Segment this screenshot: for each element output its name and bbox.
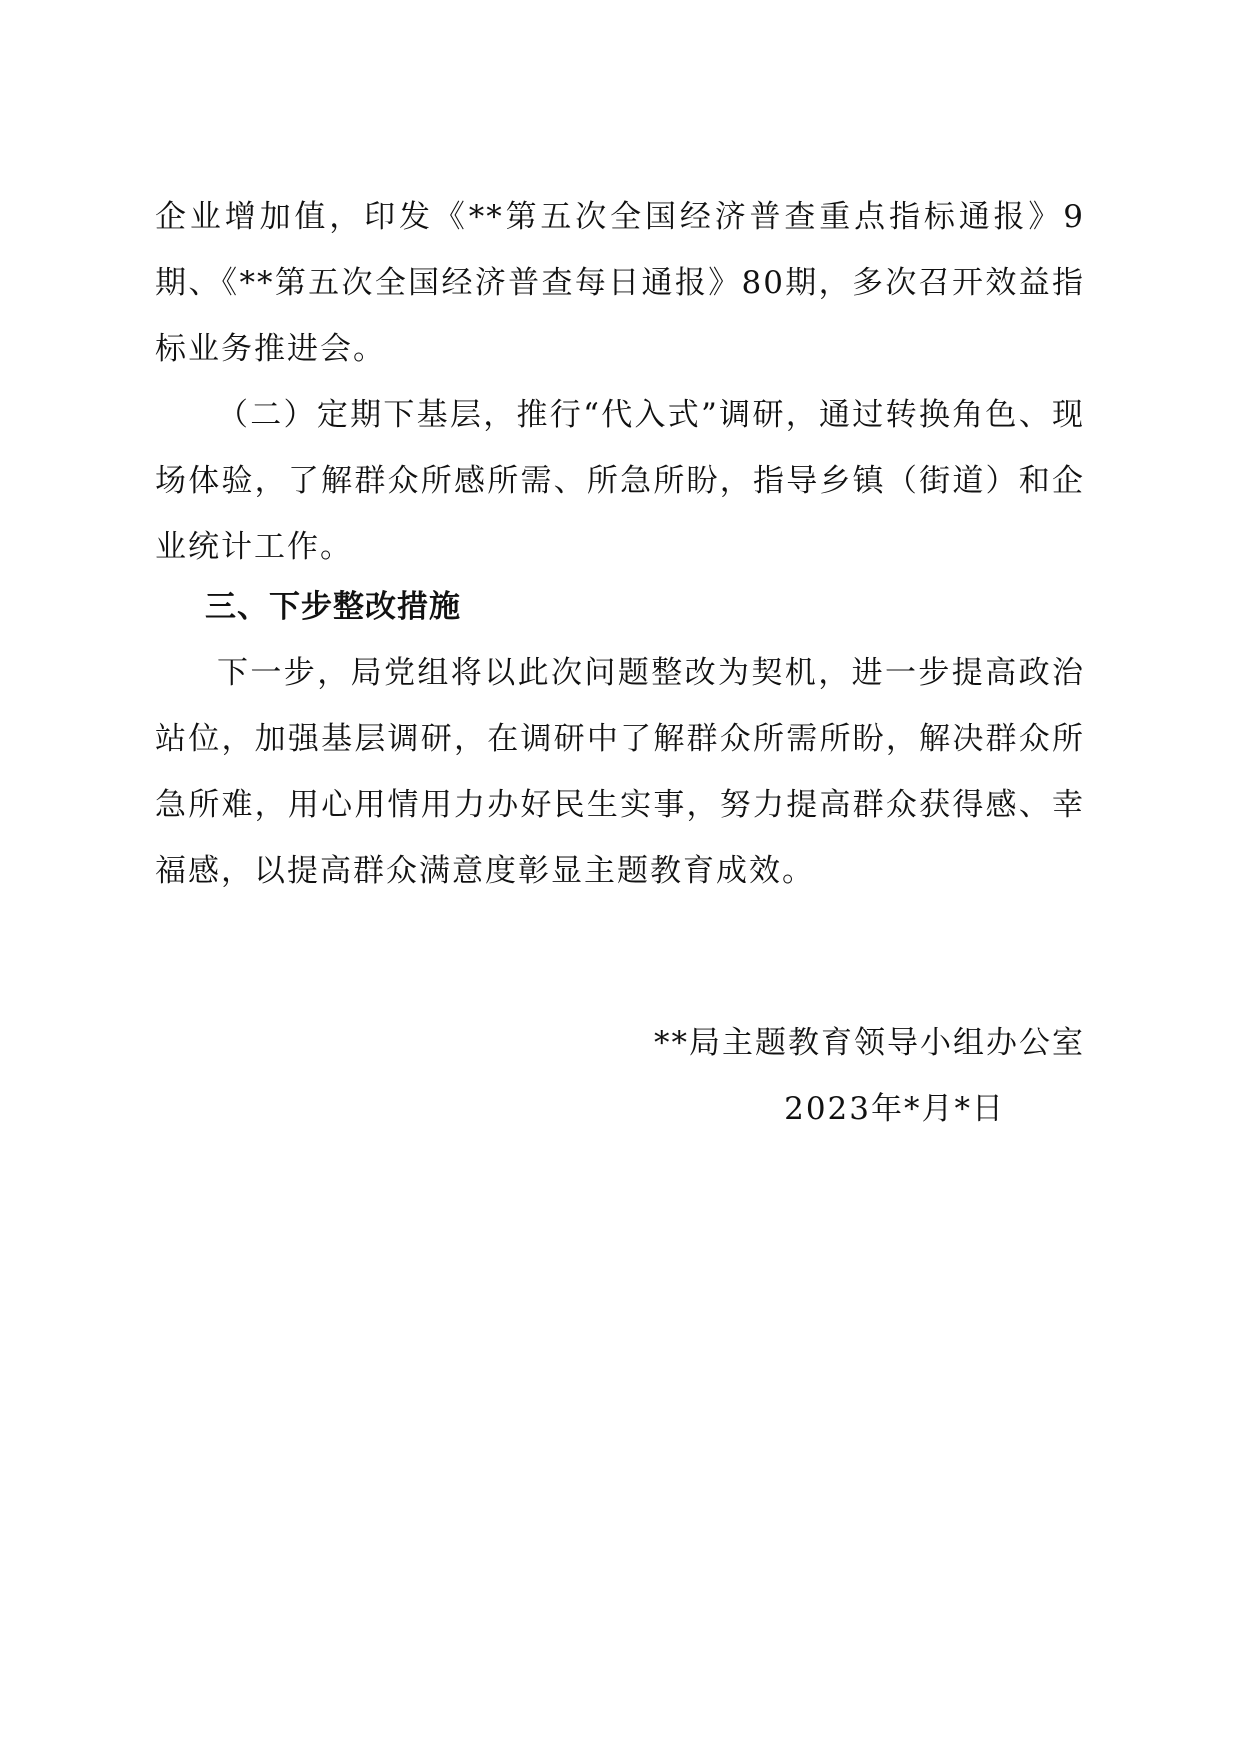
section-heading-next-steps: 三、下步整改措施 [205, 589, 461, 625]
signature-organization: **局主题教育领导小组办公室 [654, 1025, 1085, 1061]
paragraph-grassroots-research: （二）定期下基层，推行“代入式”调研，通过转换角色、现场体验，了解群众所感所需、所急所盼，指导乡镇（街道）和企业统计工作。 [155, 397, 1085, 565]
paragraph-rectification-measures: 下一步，局党组将以此次问题整改为契机，进一步提高政治站位，加强基层调研，在调研中了解群众所需所盼，解决群众所急所难，用心用情用力办好民生实事，努力提高群众获得感、幸福感，以提高群众满意度彰显主题教育成效。 [155, 655, 1085, 889]
paragraph-economic-census: 企业增加值，印发《**第五次全国经济普查重点指标通报》9期、《**第五次全国经济普查每日通报》80期，多次召开效益指标业务推进会。 [155, 199, 1085, 367]
signature-date: 2023年*月*日 [784, 1091, 1005, 1127]
